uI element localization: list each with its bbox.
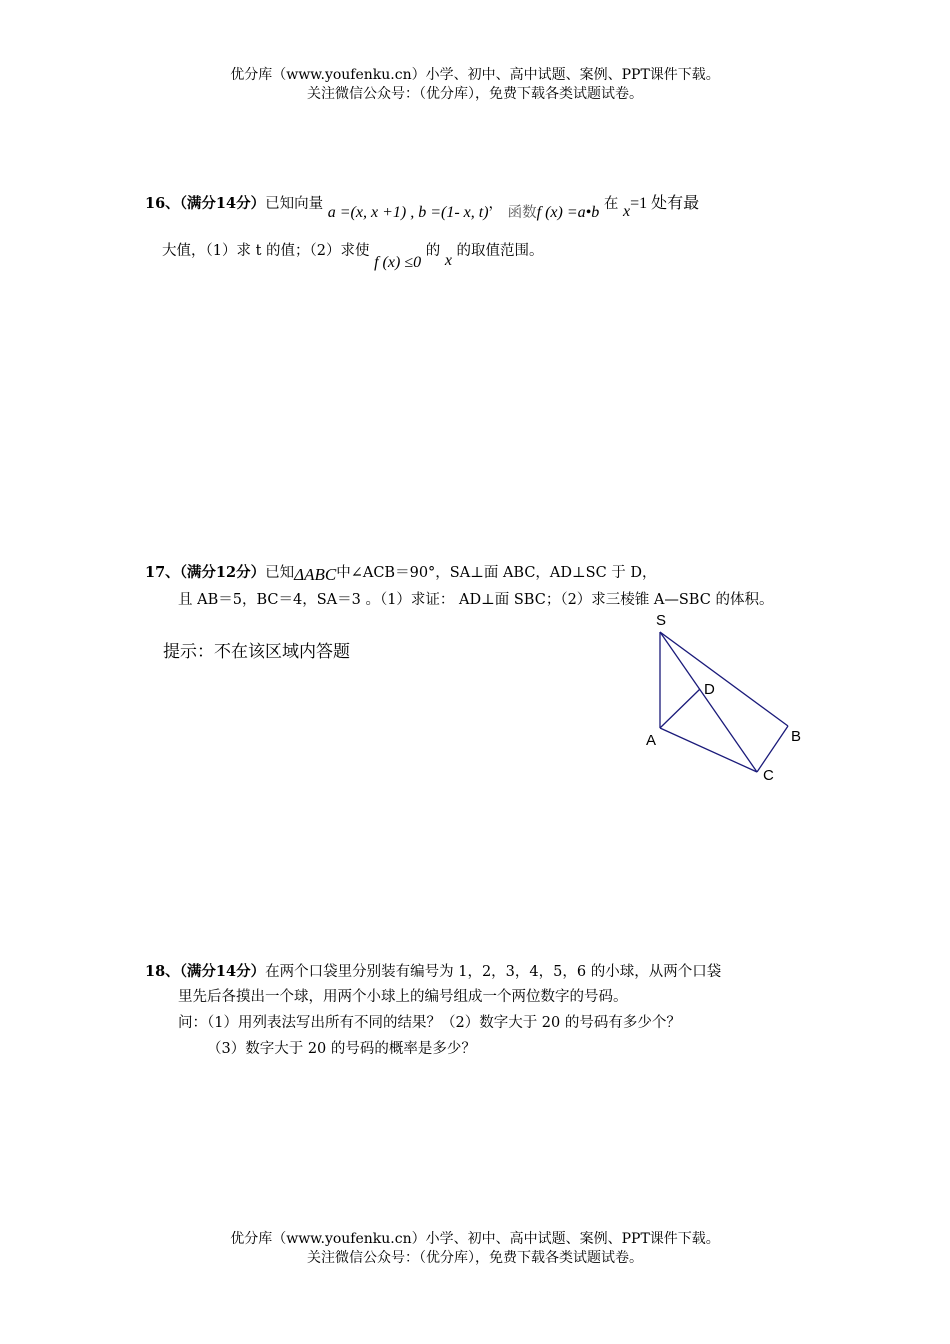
q16-line-2c: 的取值范围。 [456, 243, 544, 259]
q16-x-2: x [444, 252, 452, 269]
q17-number: 17、 [145, 564, 180, 581]
q18-line-3: 问：（1）用列表法写出所有不同的结果？（2）数字大于 20 的号码有多少个？ [178, 1015, 681, 1031]
label-A: A [646, 732, 657, 749]
q16-line-2b: 的 [425, 243, 441, 259]
q16-number: 16、 [145, 195, 180, 212]
header-line-1: 优分库（www.youfenku.cn）小学、初中、高中试题、案例、PPT课件下载。 [230, 67, 720, 83]
q17-line-2: 且 AB＝5，BC＝4，SA＝3 。（1）求证： AD⊥面 SBC；（2）求三棱锥 A—SBC 的体积。 [178, 592, 774, 608]
q16-x: x [622, 203, 631, 220]
q16-inequality: f (x) ≤0 [374, 254, 422, 271]
edge-AD [660, 689, 700, 728]
q18-number: 18、 [145, 963, 180, 980]
q17-text-1: 已知 [265, 565, 295, 581]
header-line-2: 关注微信公众号：（优分库），免费下载各类试题试卷。 [307, 86, 643, 102]
footer-line-2: 关注微信公众号：（优分库），免费下载各类试题试卷。 [307, 1250, 643, 1266]
q18-line-4: （3）数字大于 20 的号码的概率是多少？ [207, 1041, 476, 1057]
label-S: S [656, 612, 667, 629]
footer-line-1: 优分库（www.youfenku.cn）小学、初中、高中试题、案例、PPT课件下载。 [230, 1231, 720, 1247]
q17-score: （满分12分） [179, 564, 266, 581]
q16-line-1 [145, 194, 700, 221]
label-C: C [763, 767, 774, 784]
q17-line-1 [145, 562, 657, 583]
q18-line-2: 里先后各摸出一个球，用两个小球上的编号组成一个两位数字的号码。 [178, 989, 628, 1005]
page-header [0, 66, 950, 104]
q17-text-2: 中∠ACB＝90°，SA⊥面 ABC，AD⊥SC 于 D， [336, 565, 657, 581]
q16-score: （满分14分） [179, 195, 266, 212]
q16-text-2: 在 [603, 196, 619, 212]
q16-line-2 [162, 241, 544, 271]
q17-triangle: ΔABC [294, 565, 337, 584]
page-footer [0, 1230, 950, 1268]
q16-text-3: =1 处有最 [630, 195, 700, 212]
q18-score: （满分14分） [179, 963, 266, 980]
q18-text-1: 在两个口袋里分别装有编号为 1，2，3，4，5，6 的小球，从两个口袋 [265, 964, 722, 980]
edge-BC [757, 726, 788, 772]
q16-text-1: 已知向量 [265, 196, 324, 212]
q16-line-2a: 大值，（1）求 t 的值；（2）求使 [162, 243, 370, 259]
q16-comma: ， [488, 196, 504, 212]
edge-SC [660, 632, 757, 772]
q16-function: f (x) =a•b [536, 204, 600, 221]
edge-SB [660, 632, 788, 726]
label-B: B [791, 728, 802, 745]
q18-line-1 [145, 962, 721, 982]
q16-hanshu: 函数 [507, 205, 537, 221]
q16-vectors: a =(x, x +1) , b =(1- x, t) [327, 204, 489, 221]
q17-hint: 提示：不在该区域内答题 [163, 642, 350, 662]
pyramid-edges [660, 632, 788, 772]
label-D: D [704, 681, 715, 698]
q17-pyramid-figure [630, 608, 820, 788]
